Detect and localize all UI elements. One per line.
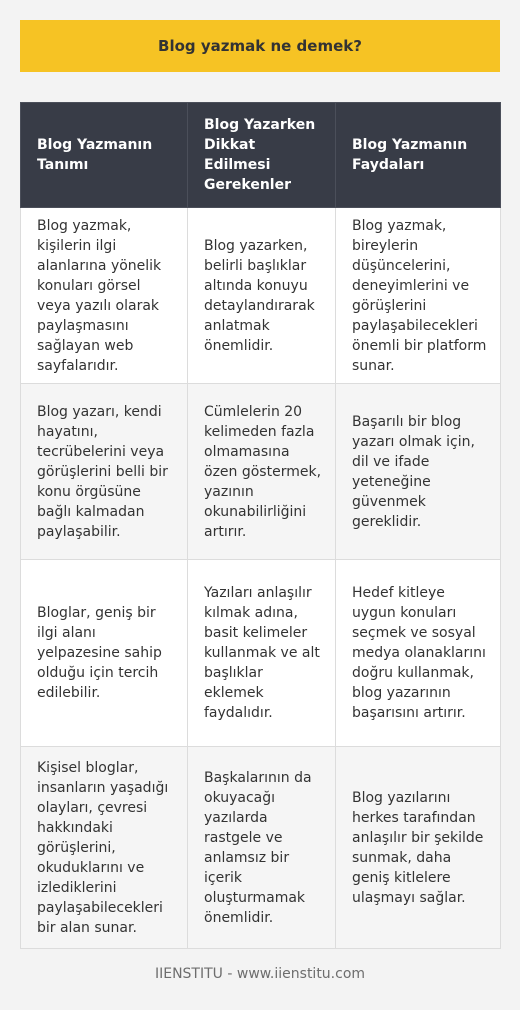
footer-credit: IIENSTITU - www.iienstitu.com: [154, 966, 366, 982]
table-row: [21, 747, 501, 949]
table-cell: Blog yazmak, kişilerin ilgi alanlarına yönelik konuları görsel veya yazılı olarak paylaşmasını sağlayan web sayfalarıdır.: [21, 208, 188, 384]
table-cell: Bloglar, geniş bir ilgi alanı yelpazesine sahip olduğu için tercih edilebilir.: [21, 560, 188, 747]
column-header-considerations: Blog Yazarken Dikkat Edilmesi Gerekenler: [188, 103, 336, 208]
table-row: [21, 384, 501, 560]
table-cell: Blog yazarken, belirli başlıklar altında konuyu detaylandırarak anlatmak önemlidir.: [188, 208, 336, 384]
table-row: [21, 560, 501, 747]
column-header-definition: Blog Yazmanın Tanımı: [21, 103, 188, 208]
table-cell: Blog yazmak, bireylerin düşüncelerini, deneyimlerini ve görüşlerini paylaşabilecekleri önemli bir platform sunar.: [336, 208, 501, 384]
comparison-table: [20, 102, 501, 949]
column-header-benefits: Blog Yazmanın Faydaları: [336, 103, 501, 208]
table-cell: Hedef kitleye uygun konuları seçmek ve sosyal medya olanaklarını doğru kullanmak, blog yazarının başarısını artırır.: [336, 560, 501, 747]
table-cell: Blog yazarı, kendi hayatını, tecrübelerini veya görüşlerini belli bir konu örgüsüne bağlı kalmadan paylaşabilir.: [21, 384, 188, 560]
table-cell: Kişisel bloglar, insanların yaşadığı olayları, çevresi hakkındaki görüşlerini, okuduklarını ve izlediklerini paylaşabilecekleri bir alan sunar.: [21, 747, 188, 949]
table-cell: Blog yazılarını herkes tarafından anlaşılır bir şekilde sunmak, daha geniş kitlelere ulaşmayı sağlar.: [336, 747, 501, 949]
title-banner: [20, 20, 500, 72]
page-title: Blog yazmak ne demek?: [158, 37, 362, 55]
table-cell: Başkalarının da okuyacağı yazılarda rastgele ve anlamsız bir içerik oluşturmamak önemlidir.: [188, 747, 336, 949]
table-cell: Başarılı bir blog yazarı olmak için, dil ve ifade yeteneğine güvenmek gereklidir.: [336, 384, 501, 560]
table-cell: Yazıları anlaşılır kılmak adına, basit kelimeler kullanmak ve alt başlıklar eklemek faydalıdır.: [188, 560, 336, 747]
table-header-row: [21, 103, 501, 208]
table-cell: Cümlelerin 20 kelimeden fazla olmamasına özen göstermek, yazının okunabilirliğini artırır.: [188, 384, 336, 560]
table-row: [21, 208, 501, 384]
